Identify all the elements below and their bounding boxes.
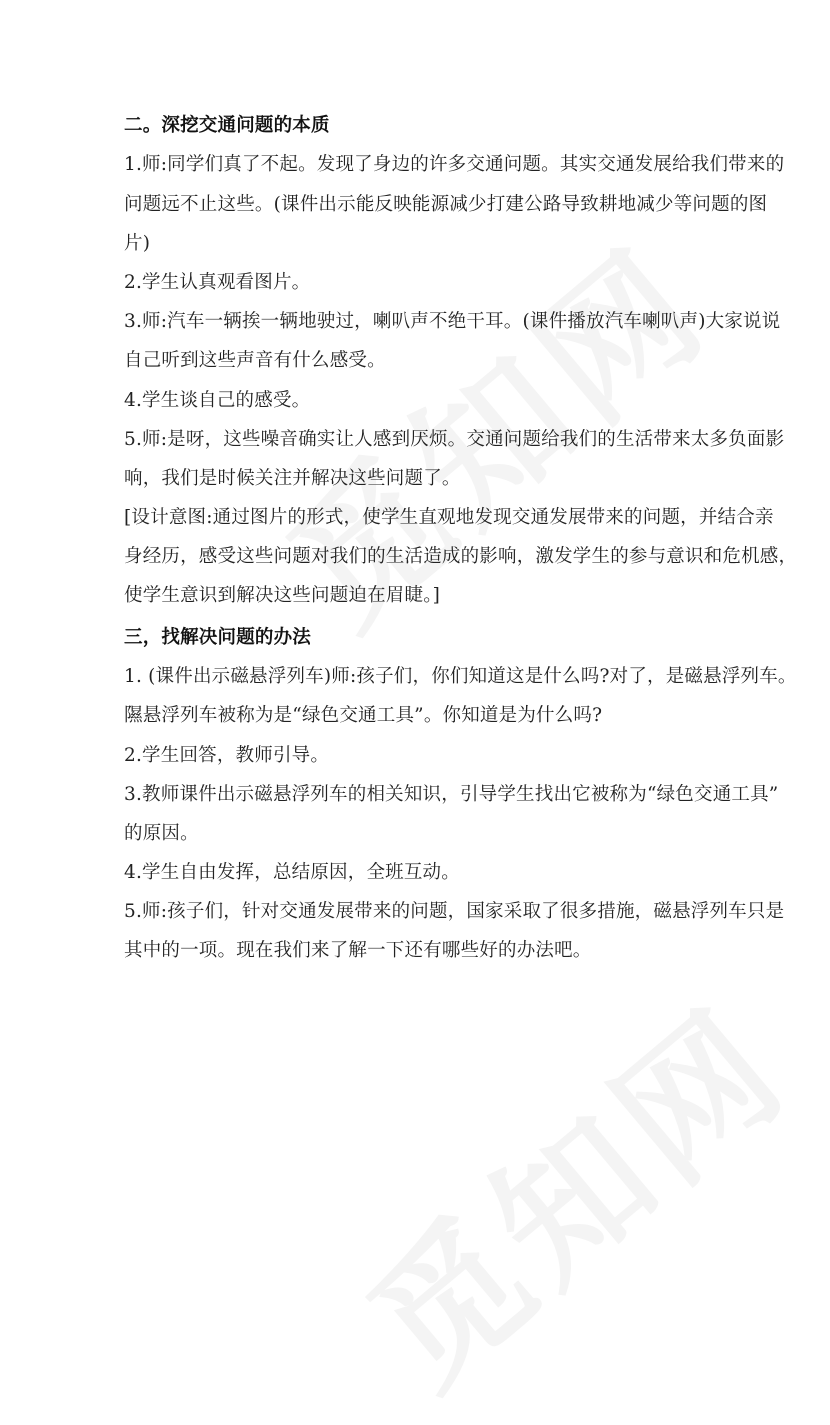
paragraph-line: 问题远不止这些。(课件出示能反映能源减少打建公路导致耕地减少等问题的图 [124,194,768,215]
paragraph-line: 2.学生回答，教师引导。 [124,745,330,766]
watermark [317,951,824,1425]
paragraph-line: 自己听到这些声音有什么感受。 [124,350,386,371]
section-heading: 二。深挖交通问题的本质 [124,115,330,136]
paragraph-line: 1.师:同学们真了不起。发现了身边的许多交通问题。其实交通发展给我们带来的 [124,154,785,175]
paragraph-line: 3.教师课件出示磁悬浮列车的相关知识，引导学生找出它被称为“绿色交通工具” [124,784,779,805]
paragraph-line: 其中的一项。现在我们来了解一下还有哪些好的办法吧。 [124,940,592,961]
design-intent-line: 使学生意识到解决这些问题迫在眉睫。] [124,585,441,606]
design-intent-line: [设计意图:通过图片的形式，使学生直观地发现交通发展带来的问题，并结合亲 [124,507,774,528]
paragraph-line: 2.学生认真观看图片。 [124,272,311,293]
paragraph-line: 响，我们是时候关注并解决这些问题了。 [124,468,461,489]
paragraph-line: 隰悬浮列车被称为是“绿色交通工具”。你知道是为什么吗? [124,705,603,726]
section-heading: 三，找解决问题的办法 [124,627,312,648]
paragraph-line: 1. (课件出示磁悬浮列车)师:孩子们，你们知道这是什么吗?对了，是磁悬浮列车。 [124,666,797,687]
paragraph-line: 4.学生自由发挥，总结原因，全班互动。 [124,862,460,883]
design-intent-line: 身经历，感受这些问题对我们的生活造成的影响，激发学生的参与意识和危机感， [124,546,798,567]
paragraph-line: 4.学生谈自己的感受。 [124,390,311,411]
paragraph-line: 片) [124,233,151,254]
paragraph-line: 的原因。 [124,823,199,844]
paragraph-line: 5.师:孩子们，针对交通发展带来的问题，国家采取了很多措施，磁悬浮列车只是 [124,901,785,922]
paragraph-line: 3.师:汽车一辆挨一辆地驶过，喇叭声不绝干耳。(课件播放汽车喇叭声)大家说说 [124,311,781,332]
paragraph-line: 5.师:是呀，这些噪音确实让人感到厌烦。交通问题给我们的生活带来太多负面影 [124,429,785,450]
